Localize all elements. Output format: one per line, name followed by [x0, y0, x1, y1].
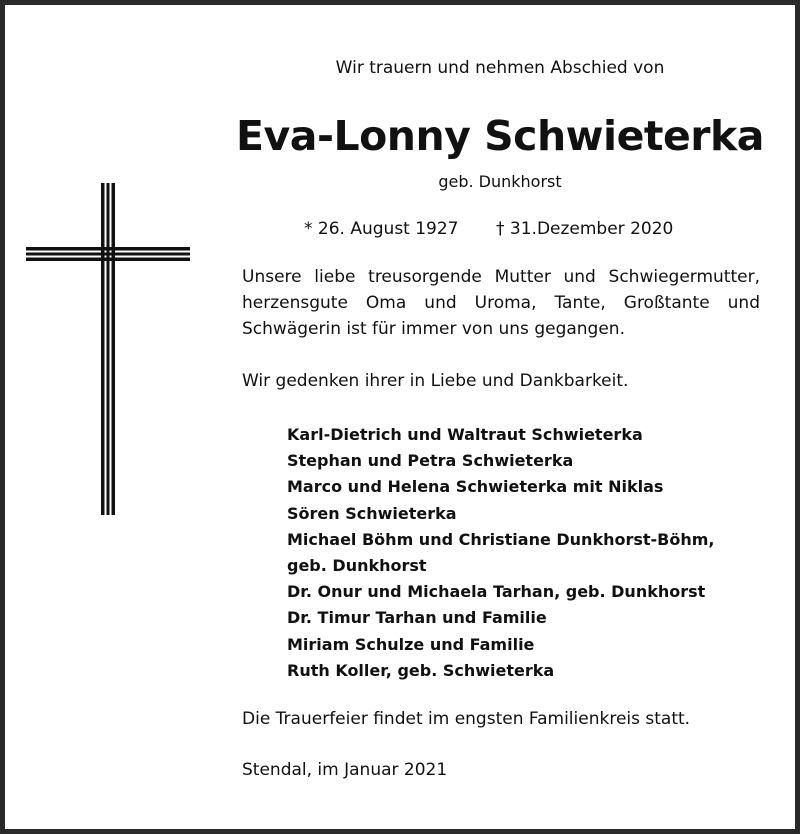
intro-text: Wir trauern und nehmen Abschied von	[335, 58, 665, 78]
birth-date: * 26. August 1927	[304, 219, 459, 239]
farewell-line: herzensgute Oma und Uroma, Tante, Großtante und	[242, 293, 760, 313]
mourner-line: Michael Böhm und Christiane Dunkhorst-Böhm,	[287, 529, 715, 549]
mourner-line: Miriam Schulze und Familie	[287, 634, 535, 654]
ceremony-text: Die Trauerfeier findet im engsten Familienkreis statt.	[242, 709, 691, 729]
mourner-line: Dr. Onur und Michaela Tarhan, geb. Dunkhorst	[287, 582, 706, 602]
farewell-line: Schwägerin ist für immer von uns gegangen.	[242, 319, 625, 339]
mourner-line: Karl-Dietrich und Waltraut Schwieterka	[287, 425, 643, 444]
mourner-line: Marco und Helena Schwieterka mit Niklas	[287, 477, 664, 497]
mourners-list	[287, 422, 715, 684]
mourner-line: Dr. Timur Tarhan und Familie	[287, 608, 547, 628]
remembrance-text: Wir gedenken ihrer in Liebe und Dankbarkeit.	[242, 371, 629, 391]
deceased-name: Eva-Lonny Schwieterka	[236, 112, 764, 160]
place-date: Stendal, im Januar 2021	[242, 760, 448, 780]
maiden-name: geb. Dunkhorst	[438, 172, 562, 191]
mourner-line: Sören Schwieterka	[287, 503, 457, 523]
mourner-line: Ruth Koller, geb. Schwieterka	[287, 660, 555, 680]
farewell-line: Unsere liebe treusorgende Mutter und Schwiegermutter,	[242, 267, 760, 287]
cross-icon	[26, 183, 190, 515]
death-date: † 31.Dezember 2020	[496, 219, 674, 239]
mourner-line: Stephan und Petra Schwieterka	[287, 451, 574, 471]
mourner-line: geb. Dunkhorst	[287, 556, 427, 576]
farewell-paragraph	[242, 264, 760, 342]
